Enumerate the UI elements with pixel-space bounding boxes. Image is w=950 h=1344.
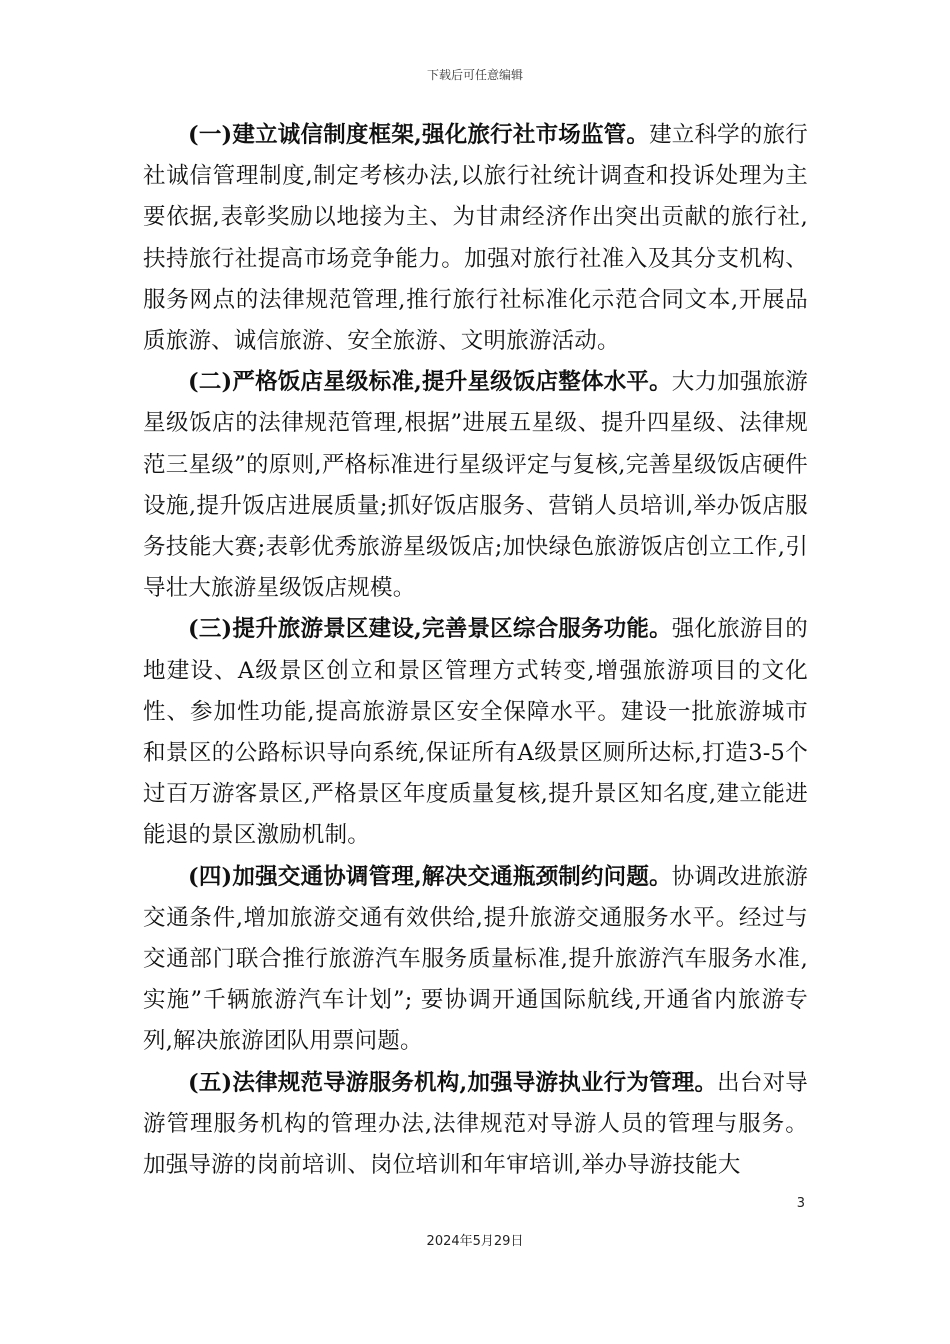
paragraph-text: 大力加强旅游星级饭店的法律规范管理,根据”进展五星级、提升四星级、法律规范三星级”的原则,严格标准进行星级评定与复核,完善星级饭店硬件设施,提升饭店进展质量;抓好饭店服务、营销人员培训,举办饭店服务技能大赛;表彰优秀旅游星级饭店;加快绿色旅游饭店创立工作,引导壮大旅游星级饭店规模。 — [143, 369, 808, 602]
paragraph-text: 出台对导游管理服务机构的管理办法,法律规范对导游人员的管理与服务。加强导游的岗前培训、岗位培训和年审培训,举办导游技能大 — [143, 1069, 808, 1179]
paragraph-5 — [143, 1063, 808, 1187]
paragraph-text: 建立科学的旅行社诚信管理制度,制定考核办法,以旅行社统计调查和投诉处理为主要依据,表彰奖励以地接为主、为甘肃经济作出突出贡献的旅行社,扶持旅行社提高市场竞争能力。加强对旅行社准入及其分支机构、服务网点的法律规范管理,推行旅行社标准化示范合同文本,开展品质旅游、诚信旅游、安全旅游、文明旅游活动。 — [143, 122, 808, 355]
paragraph-text: 协调改进旅游交通条件,增加旅游交通有效供给,提升旅游交通服务水平。经过与交通部门联合推行旅游汽车服务质量标准,提升旅游汽车服务水准,实施”千辆旅游汽车计划”; 要协调开通国际航线,开通省内旅游专列,解决旅游团队用票问题。 — [143, 863, 808, 1055]
page-header: 下载后可任意编辑 — [426, 68, 523, 82]
page-number: 3 — [796, 1196, 805, 1211]
paragraph-2 — [143, 362, 808, 609]
paragraph-heading: (五)法律规范导游服务机构,加强导游执业行为管理。 — [188, 1069, 718, 1096]
paragraph-heading: (二)严格饭店星级标准,提升星级饭店整体水平。 — [188, 369, 672, 396]
paragraph-1 — [143, 115, 808, 362]
paragraph-heading: (四)加强交通协调管理,解决交通瓶颈制约问题。 — [188, 863, 672, 890]
paragraph-3 — [143, 609, 808, 856]
paragraph-text: 强化旅游目的地建设、A级景区创立和景区管理方式转变,增强旅游项目的文化性、参加性功能,提高旅游景区安全保障水平。建设一批旅游城市和景区的公路标识导向系统,保证所有A级景区厕所达标,打造3-5个过百万游客景区,严格景区年度质量复核,提升景区知名度,建立能进能退的景区激励机制。 — [143, 616, 808, 849]
document-body — [143, 115, 808, 1186]
paragraph-heading: (一)建立诚信制度框架,强化旅行社市场监管。 — [188, 122, 650, 148]
footer-date: 2024年5月29日 — [426, 1234, 524, 1249]
paragraph-heading: (三)提升旅游景区建设,完善景区综合服务功能。 — [188, 616, 672, 643]
paragraph-4 — [143, 857, 808, 1063]
